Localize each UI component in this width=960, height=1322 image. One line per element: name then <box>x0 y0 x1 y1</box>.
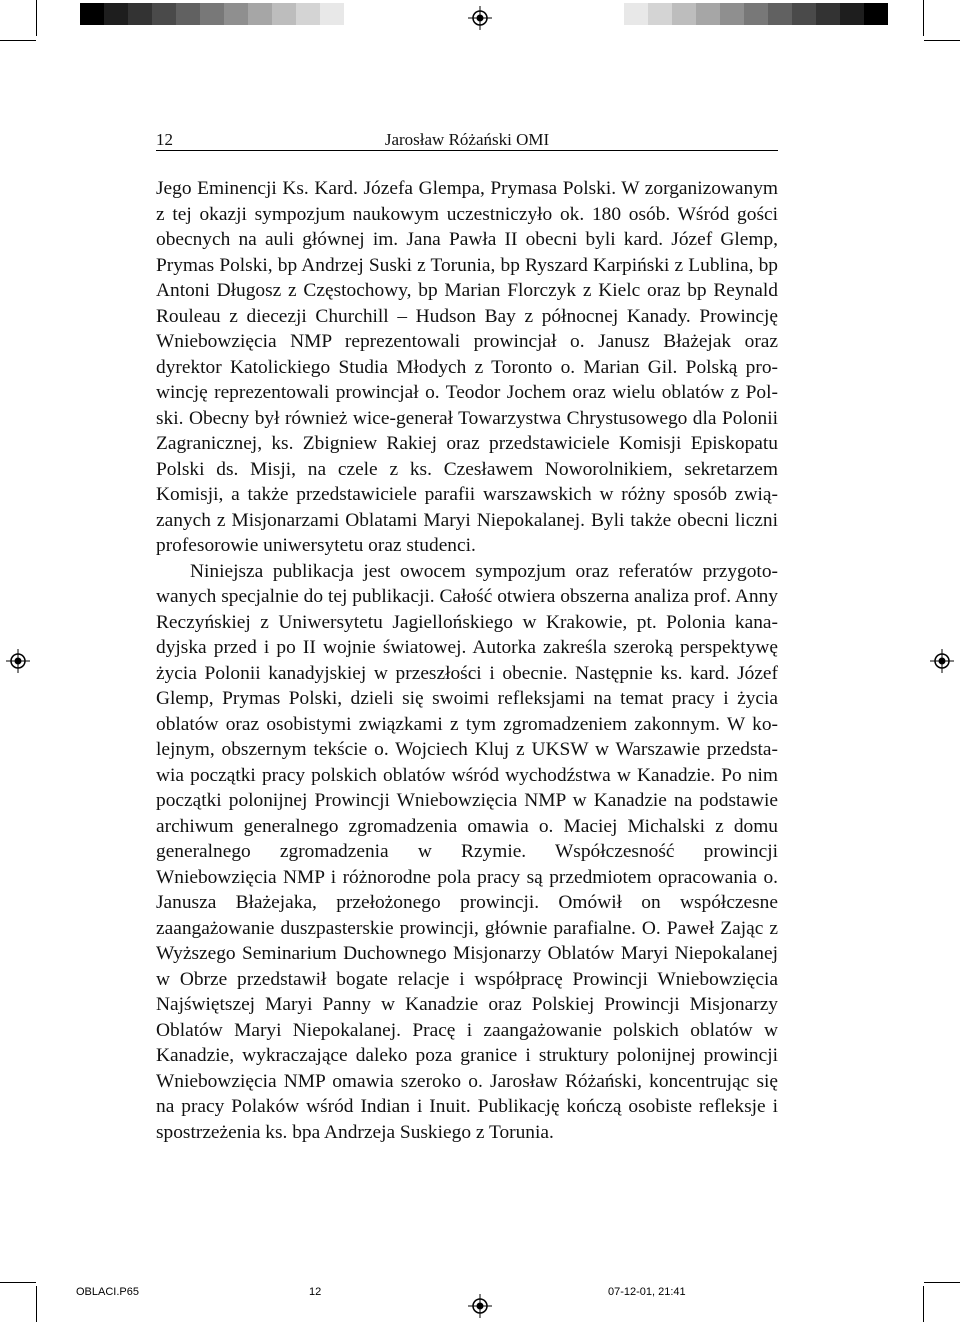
page-number: 12 <box>156 130 173 149</box>
color-swatch <box>248 3 272 25</box>
crop-mark <box>0 1282 36 1283</box>
color-swatch <box>816 3 840 25</box>
color-bar-right <box>600 3 888 25</box>
color-bar-left <box>80 3 368 25</box>
color-swatch <box>672 3 696 25</box>
crop-mark <box>924 1282 960 1283</box>
color-swatch <box>296 3 320 25</box>
color-swatch <box>320 3 344 25</box>
paragraph: Niniejsza publikacja jest owocem sympozjum oraz referatów przygotowanych specjalnie do tej publikacji. Całość otwiera obszerna analiza prof. Anny Reczyńskiej z Uniwersytetu Jagiellońskiego w Krakowie, pt. Polonia kanadyjska przed i po II wojnie światowej. Autorka zakreśla szeroką perspektywę życia Polonii kanadyjskiej w przeszłości i obecnie. Następnie ks. kard. Józef Glemp, Prymas Polski, dzieli się swoimi refleksjami na temat pracy i życia oblatów oraz osobistymi związkami z tym zgromadzeniem zakonnym. W kolejnym, obszernym tekście o. Wojciech Kluj z UKSW w Warszawie przedstawia początki pracy polskich oblatów wśród wychodźstwa w Kanadzie. Po nim początki polonijnej Prowincji Wniebowzięcia NMP w Kanadzie na podstawie archiwum generalnego zgromadzenia omawia o. Maciej Michalski z domu generalnego zgromadzenia w Rzymie. Współczesność prowincji Wniebowzięcia NMP i różnorodne pola pracy są przedmiotem opracowania o. Janusza Błażejaka, przełożonego prowincji. Omówił on współczesne zaangażowanie duszpasterskie prowincji, głównie parafialne. O. Paweł Zając z Wyższego Seminarium Duchownego Misjonarzy Oblatów Maryi Niepokalanej w Obrze przedstawił bogate relacje i współpracę Prowincji Wniebowzięcia Najświętszej Maryi Panny w Kanadzie oraz Polskiej Prowincji Misjonarzy Oblatów Maryi Niepokalanej. Pracę i zaangażowanie polskich oblatów w Kanadzie, wykraczające daleko poza granice i struktury polonijnej prowincji Wniebowzięcia NMP omawia szeroko o. Jarosław Różański, koncentrując się na pracy Polaków wśród Indian i Inuit. Publikację kończą osobiste refleksje i spostrzeżenia ks. bpa Andrzeja Suskiego z Torunia. <box>156 560 778 1143</box>
color-swatch <box>792 3 816 25</box>
color-swatch <box>864 3 888 25</box>
color-swatch <box>720 3 744 25</box>
color-swatch <box>600 3 624 25</box>
crop-mark <box>923 0 924 36</box>
registration-mark-icon <box>468 1294 492 1318</box>
color-swatch <box>840 3 864 25</box>
crop-mark <box>924 40 960 41</box>
footer-file-name: OBLACI.P65 <box>76 1286 139 1298</box>
color-swatch <box>176 3 200 25</box>
crop-mark <box>36 1286 37 1322</box>
body-text <box>156 176 778 1145</box>
footer-page-number: 12 <box>309 1286 322 1298</box>
color-swatch <box>696 3 720 25</box>
color-swatch <box>200 3 224 25</box>
crop-mark <box>36 0 37 36</box>
color-swatch <box>344 3 368 25</box>
color-swatch <box>152 3 176 25</box>
color-swatch <box>744 3 768 25</box>
paragraph: Jego Eminencji Ks. Kard. Józefa Glempa, Prymasa Polski. W zorganizowanym z tej okazji sympozjum naukowym uczestniczyło ok. 180 osób. Wśród gości obecnych na auli głównej im. Jana Pawła II obecni byli kard. Józef Glemp, Prymas Polski, bp Andrzej Suski z Torunia, bp Ryszard Karpiński z Lublina, bp Antoni Długosz z Częstochowy, bp Marian Florczyk z Kielc oraz bp Reynald Rouleau z diecezji Churchill – Hudson Bay z północnej Kanady. Prowincję Wniebowzięcia NMP reprezentowali prowincjał o. Janusz Błażejak oraz dyrektor Katolickiego Studia Młodych z Toronto o. Marian Gil. Polską prowincję reprezentowali prowincjał o. Teodor Jochem oraz wielu oblatów z Polski. Obecny był również wice-generał Towarzystwa Chrystusowego dla Polonii Zagranicznej, ks. Zbigniew Rakiej oraz przedstawiciele Komisji Episkopatu Polski ds. Misji, na czele z ks. Czesławem Noworolnikiem, sekretarzem Komisji, a także przedstawiciele parafii warszawskich w różny sposób związanych z Misjonarzami Oblatami Maryi Niepokalanej. Byli także obecni liczni profesorowie uniwersytetu oraz studenci. <box>156 178 778 556</box>
color-swatch <box>104 3 128 25</box>
registration-mark-icon <box>930 649 954 673</box>
running-header <box>156 128 778 151</box>
color-swatch <box>80 3 104 25</box>
color-swatch <box>768 3 792 25</box>
color-swatch <box>128 3 152 25</box>
color-swatch <box>624 3 648 25</box>
color-swatch <box>224 3 248 25</box>
color-swatch <box>648 3 672 25</box>
footer-timestamp: 07-12-01, 21:41 <box>608 1286 686 1298</box>
color-swatch <box>272 3 296 25</box>
registration-mark-icon <box>468 6 492 30</box>
crop-mark <box>923 1286 924 1322</box>
crop-mark <box>0 40 36 41</box>
registration-mark-icon <box>6 649 30 673</box>
running-title: Jarosław Różański OMI <box>384 130 550 149</box>
